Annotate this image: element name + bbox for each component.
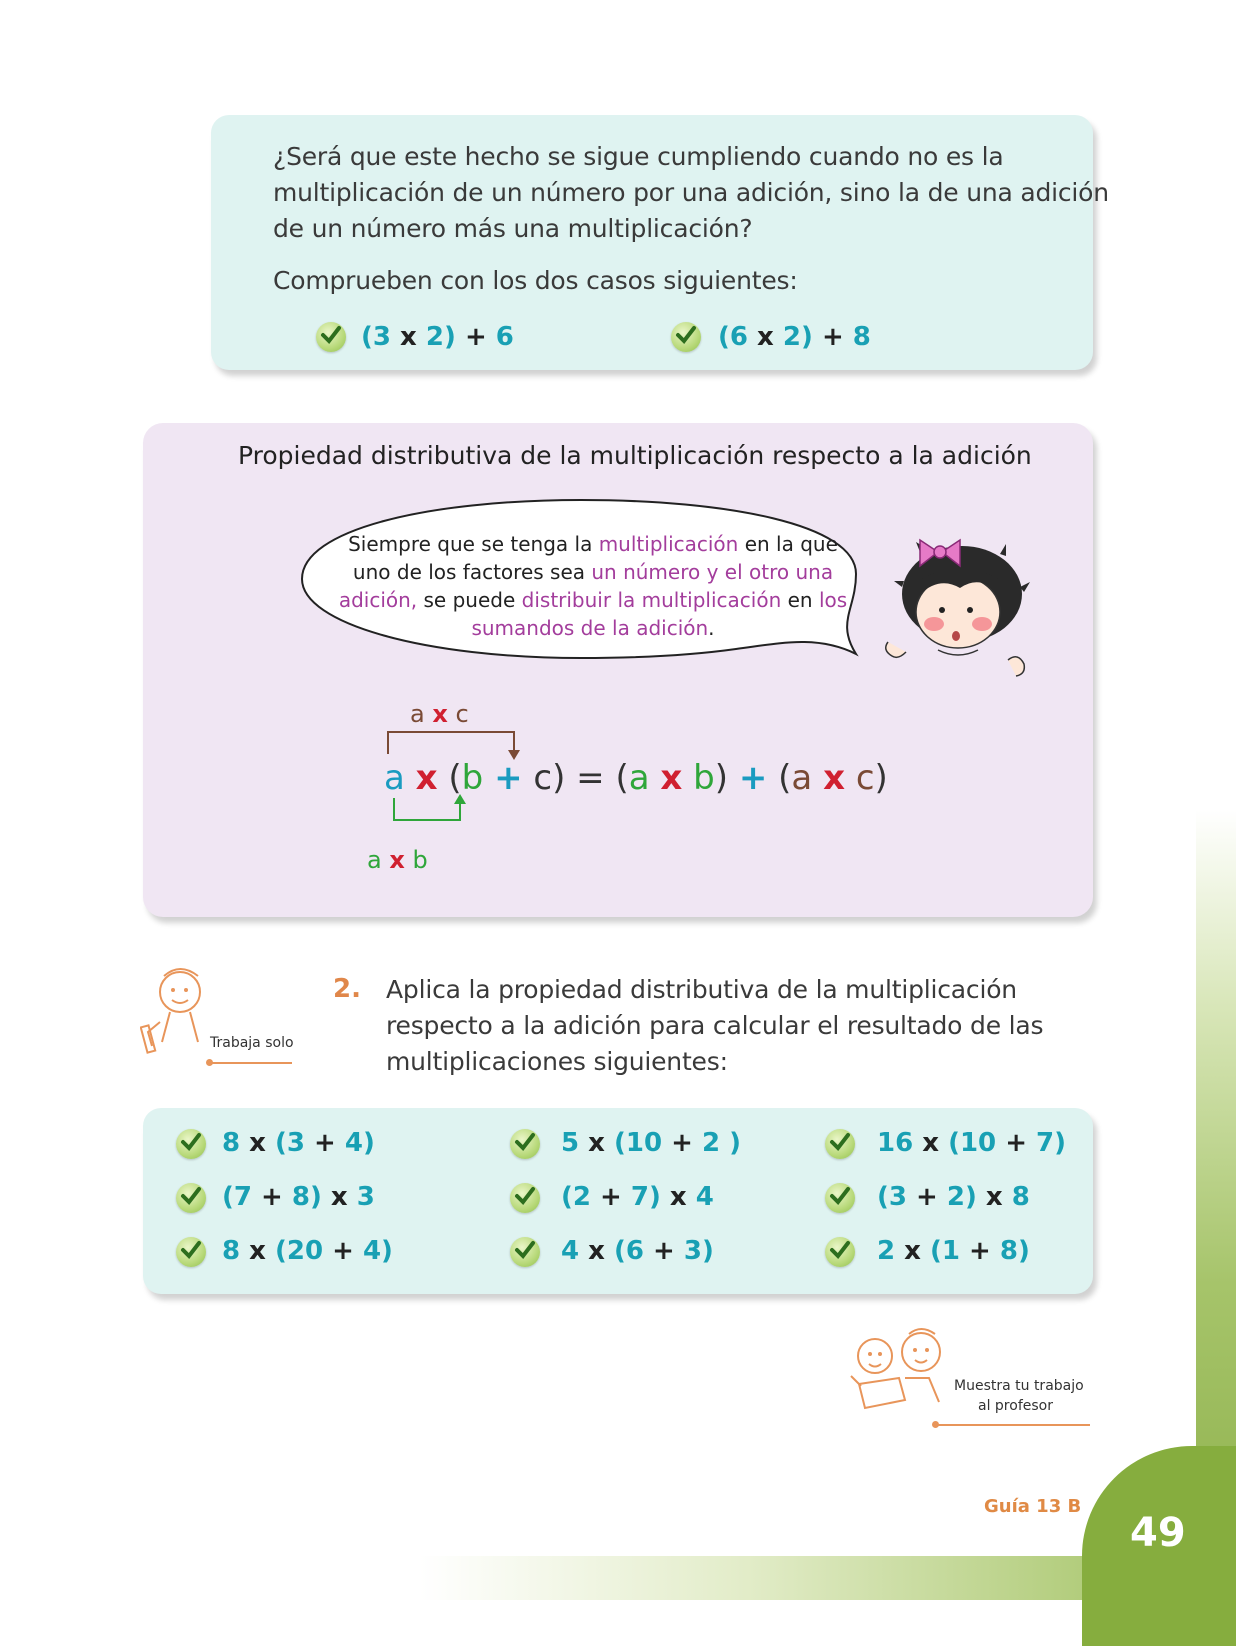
- question-instruction: Comprueben con los dos casos siguientes:: [273, 266, 798, 295]
- exercise-item: 8 x (3 + 4): [222, 1128, 375, 1158]
- exercise-item: (3 + 2) x 8: [877, 1182, 1030, 1212]
- checkmark-icon: [825, 1183, 855, 1213]
- exercise-item: 2 x (1 + 8): [877, 1236, 1030, 1266]
- checkmark-icon: [510, 1237, 540, 1267]
- checkmark-icon: [510, 1129, 540, 1159]
- case-1: (3 x 2) + 6: [361, 322, 514, 352]
- question-line-1: ¿Será que este hecho se sigue cumpliendo cuando no es la: [273, 142, 1004, 171]
- checkmark-icon: [671, 322, 701, 352]
- girl-character-illustration: [880, 532, 1040, 682]
- checkmark-icon: [176, 1237, 206, 1267]
- page-number: 49: [1130, 1510, 1186, 1556]
- exercise-line-3: multiplicaciones siguientes:: [386, 1047, 728, 1076]
- working-alone-icon: [140, 962, 220, 1062]
- formula-bottom-label: a x b: [367, 846, 428, 874]
- work-alone-label: Trabaja solo: [210, 1035, 294, 1051]
- question-line-2: multiplicación de un número por una adición, sino la de una adición: [273, 178, 1109, 207]
- show-work-line-2: al profesor: [978, 1398, 1053, 1414]
- exercise-item: 8 x (20 + 4): [222, 1236, 393, 1266]
- show-work-line-1: Muestra tu trabajo: [954, 1378, 1084, 1394]
- exercise-line-1: Aplica la propiedad distributiva de la multiplicación: [386, 975, 1017, 1004]
- checkmark-icon: [825, 1237, 855, 1267]
- bubble-text: Siempre que se tenga la multiplicación en la que uno de los factores sea un número y el otro una adición, se puede distribuir la multiplicación en los sumandos de la adición.: [338, 532, 848, 640]
- exercise-item: (7 + 8) x 3: [222, 1182, 375, 1212]
- checkmark-icon: [510, 1183, 540, 1213]
- exercise-item: (2 + 7) x 4: [561, 1182, 714, 1212]
- checkmark-icon: [316, 322, 346, 352]
- case-2: (6 x 2) + 8: [718, 322, 871, 352]
- label-underline: [210, 1062, 292, 1064]
- formula-top-label: a x c: [410, 700, 469, 728]
- exercise-item: 4 x (6 + 3): [561, 1236, 714, 1266]
- exercise-item: 5 x (10 + 2 ): [561, 1128, 741, 1158]
- guide-label: Guía 13 B: [984, 1496, 1082, 1517]
- checkmark-icon: [176, 1183, 206, 1213]
- question-line-3: de un número más una multiplicación?: [273, 214, 753, 243]
- exercise-number: 2.: [333, 974, 361, 1004]
- property-title: Propiedad distributiva de la multiplicación respecto a la adición: [238, 441, 1032, 470]
- show-work-icon: [845, 1326, 960, 1416]
- label-underline: [936, 1424, 1090, 1426]
- exercise-item: 16 x (10 + 7): [877, 1128, 1067, 1158]
- checkmark-icon: [825, 1129, 855, 1159]
- distributive-formula: a x (b + c) = (a x b) + (a x c): [384, 758, 888, 798]
- exercise-line-2: respecto a la adición para calcular el resultado de las: [386, 1011, 1044, 1040]
- checkmark-icon: [176, 1129, 206, 1159]
